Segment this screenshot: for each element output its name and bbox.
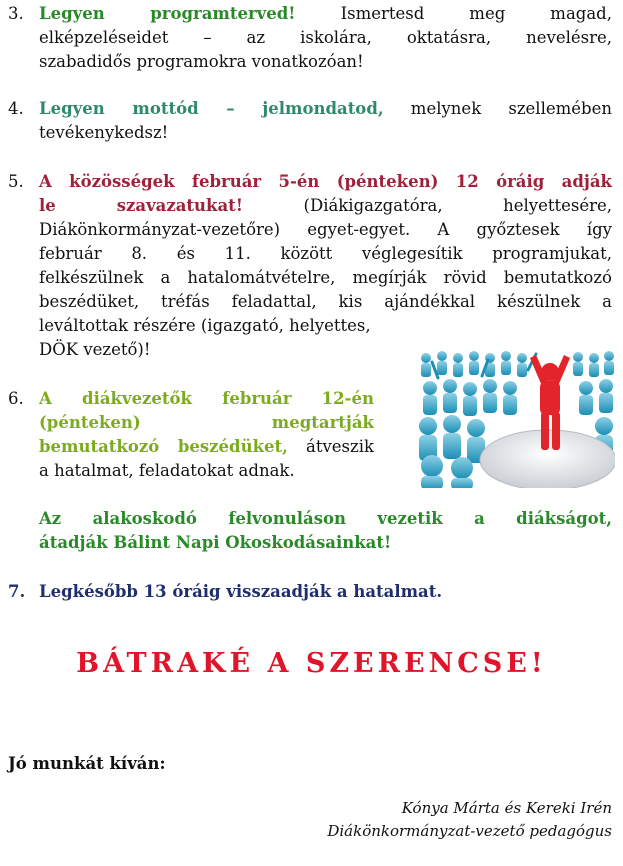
item-text: beszédüket, tréfás feladattal, kis ajándékkal készülnek a (39, 292, 612, 311)
item-highlight: Az alakoskodó felvonuláson vezetik a diákságot, (39, 509, 612, 528)
item-text: felkészülnek a hatalomátvételre, megírják rövid bemutatkozó (39, 268, 612, 287)
item-text: Ismertesd meg magad, (340, 4, 612, 23)
item-number: 3. (8, 4, 24, 23)
item-highlight: A közösségek február 5-én (pénteken) 12 óráig adják (39, 172, 612, 191)
item-highlight: A diákvezetők február 12-én (39, 389, 374, 408)
signature-role: Diákönkormányzat-vezető pedagógus (327, 822, 612, 840)
item-number: 5. (8, 172, 24, 191)
item-highlight: átadják Bálint Napi Okoskodásainkat! (39, 533, 392, 552)
motto: BÁTRAKÉ A SZERENCSE! (76, 648, 547, 679)
item-highlight: bemutatkozó beszédüket, (39, 437, 288, 456)
item-text: szabadidős programokra vonatkozóan! (39, 52, 364, 71)
item-highlight: Legyen mottód – jelmondatod, (39, 99, 384, 118)
item-text: tevékenykedsz! (39, 123, 169, 142)
item-highlight: (pénteken) megtartják (39, 413, 374, 432)
item-text: melynek szellemében (410, 99, 612, 118)
item-text: átveszik (306, 437, 374, 456)
item-highlight: Legyen programterved! (39, 4, 296, 23)
signature-names: Kónya Márta és Kereki Irén (401, 799, 612, 817)
item-text: február 8. és 11. között véglegesítik programjukat, (39, 244, 612, 263)
leader-with-raised-arms-above-crowd-icon (418, 348, 615, 488)
item-text: a hatalmat, feladatokat adnak. (39, 461, 295, 480)
item-highlight: Legkésőbb 13 óráig visszaadják a hatalmat. (39, 582, 443, 601)
item-text: leváltottak részére (igazgató, helyettes, (39, 316, 371, 335)
item-text: elképzeléseidet – az iskolára, oktatásra, nevelésre, (39, 28, 612, 47)
greeting: Jó munkát kíván: (8, 754, 166, 773)
item-text: Diákönkormányzat-vezetőre) egyet-egyet. A győztesek így (39, 220, 612, 239)
item-number: 7. (8, 582, 26, 601)
item-number: 6. (8, 389, 24, 408)
item-number: 4. (8, 99, 24, 118)
item-text: DÖK vezető)! (39, 340, 151, 359)
item-text: (Diákigazgatóra, helyettesére, (303, 196, 612, 215)
item-highlight: le szavazatukat! (39, 196, 244, 215)
signature (327, 797, 612, 843)
